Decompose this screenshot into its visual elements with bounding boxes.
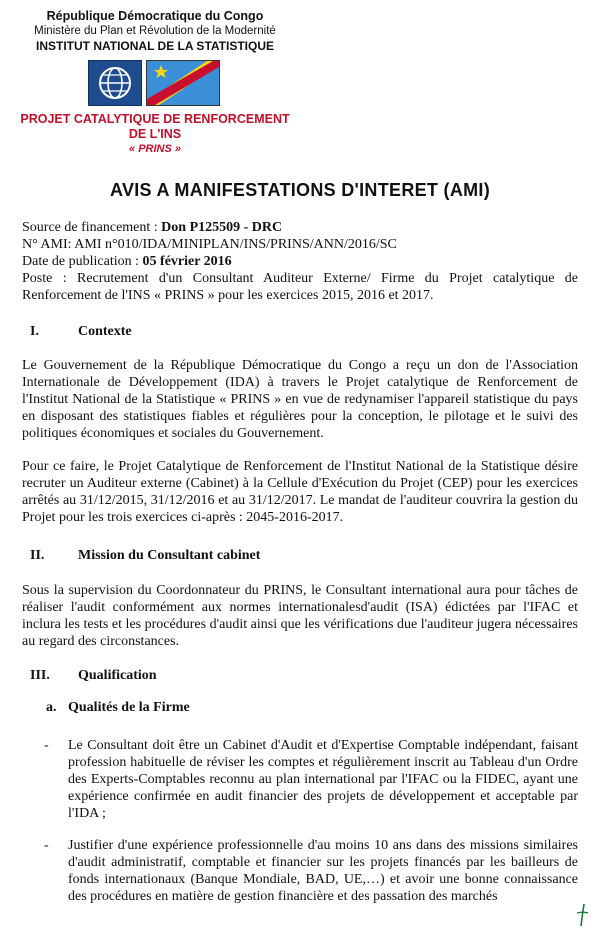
section-heading-qualification: III. Qualification	[30, 668, 157, 683]
country-name: République Démocratique du Congo	[46, 9, 264, 23]
project-acronym: « PRINS »	[129, 143, 181, 155]
drc-flag-icon	[146, 60, 220, 106]
position: Poste : Recrutement d'un Consultant Auditeur Externe/ Firme du Projet catalytique de Renforcement de l'INS « PRINS » pour les exercices 2015, 2016 et 2017.	[22, 271, 578, 303]
notice-metadata	[22, 219, 578, 304]
world-bank-logo-icon	[88, 60, 142, 106]
logos	[10, 60, 300, 106]
list-item: - Le Consultant doit être un Cabinet d'Audit et d'Expertise Comptable indépendant, faisant profession habituelle de réviser les comptes et régulièrement inscrit au Tableau d'un Ordre des Experts-Comptables reconnu au plan international par l'IFAC ou la FIDEC, ayant une expérience confirmée en audit financier des projets de développement et acceptable par l'IDA ;	[44, 738, 578, 821]
section-heading-context: I. Contexte	[30, 324, 132, 339]
letterhead	[10, 8, 300, 156]
paragraph-purpose: Pour ce faire, le Projet Catalytique de Renforcement de l'Institut National de la Statistique désire recruter un Auditeur externe (Cabinet) à la Cellule d'Exécution du Projet (CEP) pour les exercices arrêtés au 31/12/2015, 31/12/2016 et au 31/12/2017. Le mandat de l'auditeur couvrira la gestion du Projet pour les trois exercices ci-après : 2045-2016-2017.	[22, 459, 578, 525]
handwritten-mark-icon	[572, 902, 592, 928]
document-title: AVIS A MANIFESTATIONS D'INTERET (AMI)	[109, 180, 491, 200]
list-item-text: Justifier d'une expérience professionnelle d'au moins 10 ans dans des missions similaires d'audit administratif, comptable et financier sur les projets financés par les bailleurs de fonds internationaux (Banque Mondiale, BAD, UE,…) et avoir une bonne connaissance des procédures en matière de gestion financière et des passation des marchés	[68, 838, 578, 904]
publication-date: Date de publication : 05 février 2016	[22, 254, 232, 269]
funding-source: Source de financement : Don P125509 - DRC	[22, 220, 283, 235]
paragraph-mission: Sous la supervision du Coordonnateur du PRINS, le Consultant international aura pour tâches de réaliser l'audit conformément aux normes internationalesd'audit (ISA) édictées par l'IFAC et inclura les tests et les procédures d'audit ainsi que les vérifications due l'auditeur jugera nécessaires au regard des circonstances.	[22, 583, 578, 649]
subsection-heading-firm: a. Qualités de la Firme	[46, 700, 190, 715]
ministry-name: Ministère du Plan et Révolution de la Modernité	[34, 25, 276, 37]
list-item-text: Le Consultant doit être un Cabinet d'Audit et d'Expertise Comptable indépendant, faisant profession habituelle de réviser les comptes et régulièrement inscrit au Tableau d'un Ordre des Experts-Comptables reconnu au plan international par l'IFAC ou la FIDEC, ayant une expérience confirmée en audit financier des projets de développement et acceptable par l'IDA ;	[68, 738, 578, 821]
section-heading-mission: II. Mission du Consultant cabinet	[30, 548, 261, 563]
project-name: PROJET CATALYTIQUE DE RENFORCEMENT DE L'INS	[20, 112, 290, 141]
list-item: - Justifier d'une expérience professionnelle d'au moins 10 ans dans des missions similaires d'audit administratif, comptable et financier sur les projets financés par les bailleurs de fonds internationaux (Banque Mondiale, BAD, UE,…) et avoir une bonne connaissance des procédures en matière de gestion financière et des passation des marchés	[44, 838, 578, 904]
institute-name: INSTITUT NATIONAL DE LA STATISTIQUE	[36, 39, 274, 53]
ami-number: N° AMI: AMI n°010/IDA/MINIPLAN/INS/PRINS/ANN/2016/SC	[22, 237, 397, 252]
paragraph-context: Le Gouvernement de la République Démocratique du Congo a reçu un don de l'Association Internationale de Développement (IDA) à travers le Projet catalytique de Renforcement de l'Institut National de la Statistique « PRINS » en vue de redynamiser l'appareil statistique du pays en disposant des statistiques fiables et régulières pour la conception, le pilotage et le suivi des politiques économiques et sociales du Gouvernement.	[22, 358, 578, 441]
